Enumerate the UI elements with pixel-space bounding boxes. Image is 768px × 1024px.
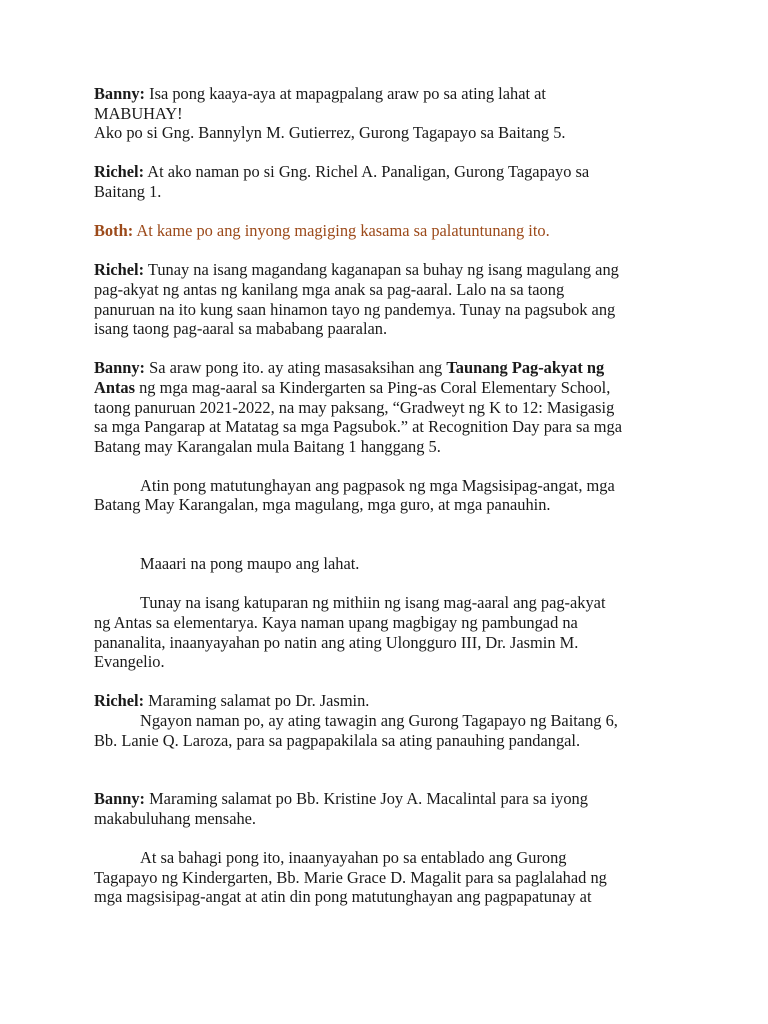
text-line: sa mga Pangarap at Matatag sa mga Pagsubok.” at Recognition Day para sa mga bbox=[94, 417, 622, 437]
speaker-label: Richel: bbox=[94, 260, 145, 280]
text-line: Isa pong kaaya-aya at mapagpalang araw po sa ating lahat at bbox=[145, 84, 546, 103]
text-line: makabuluhang mensahe. bbox=[94, 808, 257, 828]
paragraph-banny-salamat bbox=[94, 789, 694, 828]
text-line: Batang may Karangalan mula Baitang 1 hanggang 5. bbox=[94, 436, 441, 456]
document-page bbox=[94, 84, 694, 907]
text-line: panuruan na ito kung saan hinamon tayo ng pandemya. Tunay na pagsubok ang bbox=[94, 299, 616, 319]
text-line: Batang May Karangalan, mga magulang, mga guro, at mga panauhin. bbox=[94, 495, 551, 515]
paragraph-both bbox=[94, 221, 694, 241]
speaker-label: Richel: bbox=[94, 162, 145, 182]
text-line: Bb. Lanie Q. Laroza, para sa pagpapakilala sa ating panauhing pandangal. bbox=[94, 730, 581, 750]
paragraph-richel-intro bbox=[94, 162, 694, 201]
paragraph-banny-taunang bbox=[94, 358, 694, 456]
text-line: Atin pong matutunghayan ang pagpasok ng mga Magsisipag-angat, mga bbox=[140, 475, 615, 495]
text-line: MABUHAY! bbox=[94, 103, 183, 123]
paragraph-katuparan bbox=[94, 593, 694, 671]
speaker-label: Banny: bbox=[94, 84, 146, 103]
text-line: isang taong pag-aaral sa mababang paaralan. bbox=[94, 319, 388, 339]
paragraph-pagpasok bbox=[94, 476, 694, 515]
speaker-label: Both: bbox=[94, 221, 134, 241]
paragraph-richel-pandemya bbox=[94, 260, 694, 338]
speaker-label: Banny: bbox=[94, 358, 146, 378]
text-line: Tagapayo ng Kindergarten, Bb. Marie Grace D. Magalit para sa paglalahad ng bbox=[94, 867, 607, 887]
text-line: Baitang 1. bbox=[94, 181, 162, 201]
paragraph-entablado bbox=[94, 848, 694, 907]
paragraph-richel-salamat bbox=[94, 691, 694, 750]
text-line: Ako po si Gng. Bannylyn M. Gutierrez, Gurong Tagapayo sa Baitang 5. bbox=[94, 123, 566, 143]
paragraph-maupo bbox=[94, 554, 694, 574]
text-line: Tunay na isang magandang kaganapan sa buhay ng isang magulang ang bbox=[144, 260, 619, 280]
speaker-label: Richel: bbox=[94, 691, 145, 711]
text-line: At ako naman po si Gng. Richel A. Panaligan, Gurong Tagapayo sa bbox=[144, 162, 590, 182]
text-line: Evangelio. bbox=[94, 652, 165, 672]
speaker-label: Banny: bbox=[94, 789, 146, 809]
text-line: ng mga mag-aaral sa Kindergarten sa Ping-as Coral Elementary School, bbox=[135, 377, 611, 397]
text-line: ng Antas sa elementarya. Kaya naman upang magbigay ng pambungad na bbox=[94, 613, 578, 633]
text-line: At sa bahagi pong ito, inaanyayahan po sa entablado ang Gurong bbox=[140, 848, 567, 868]
text-line: pag-akyat ng antas ng kanilang mga anak sa pag-aaral. Lalo na sa taong bbox=[94, 279, 565, 299]
text-line: Sa araw pong ito. ay ating masasaksihan ang bbox=[145, 358, 447, 378]
text-line: mga magsisipag-angat at atin din pong matutunghayan ang pagpapatunay at bbox=[94, 887, 592, 907]
text-line: taong panuruan 2021-2022, na may paksang, “Gradweyt ng K to 12: Masigasig bbox=[94, 397, 615, 417]
event-title: Antas bbox=[94, 377, 135, 397]
text-line: pananalita, inaanyayahan po natin ang ating Ulongguro III, Dr. Jasmin M. bbox=[94, 632, 579, 652]
text-line: At kame po ang inyong magiging kasama sa palatuntunang ito. bbox=[133, 221, 550, 241]
event-title: Taunang Pag-akyat ng bbox=[446, 358, 605, 378]
text-line: Tunay na isang katuparan ng mithiin ng isang mag-aaral ang pag-akyat bbox=[140, 593, 606, 613]
text-line: Ngayon naman po, ay ating tawagin ang Gurong Tagapayo ng Baitang 6, bbox=[140, 711, 618, 730]
text-line: Maraming salamat po Bb. Kristine Joy A. Macalintal para sa iyong bbox=[145, 789, 588, 809]
paragraph-banny-intro bbox=[94, 84, 694, 143]
text-line: Maraming salamat po Dr. Jasmin. bbox=[144, 691, 370, 711]
text-line: Maaari na pong maupo ang lahat. bbox=[140, 554, 360, 574]
